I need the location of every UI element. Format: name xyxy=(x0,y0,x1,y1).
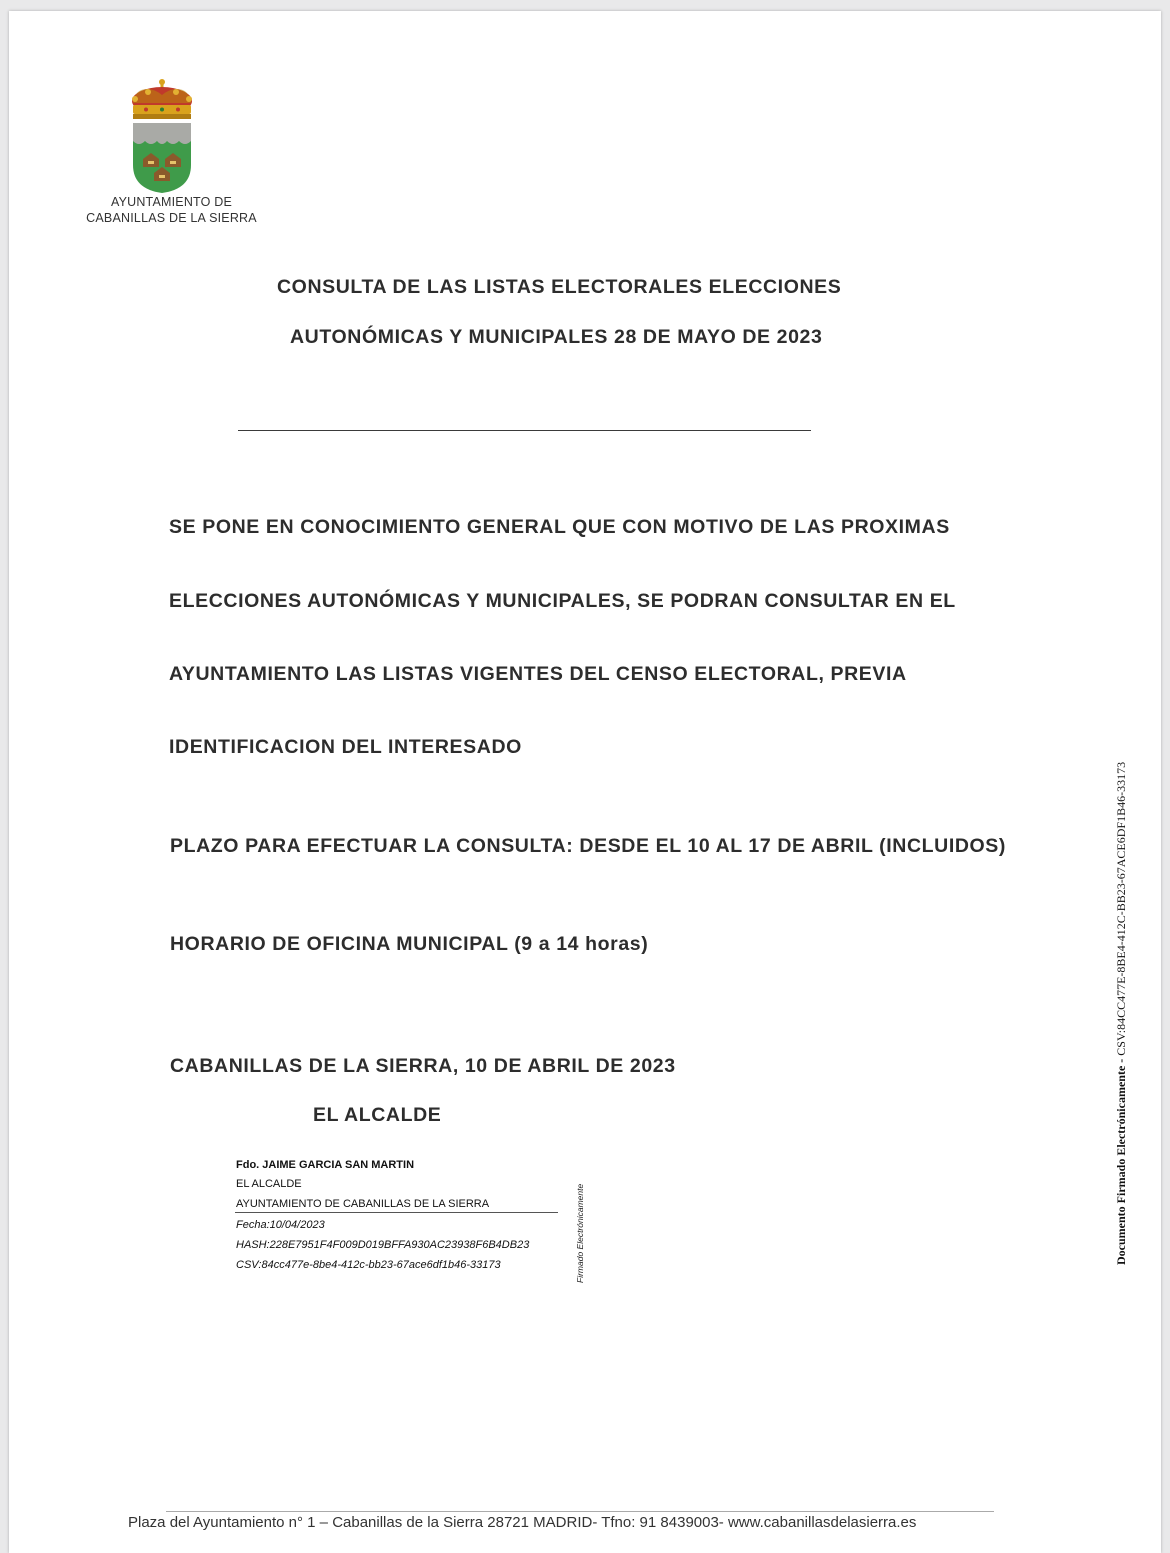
org-line-2: CABANILLAS DE LA SIERRA xyxy=(86,211,257,225)
signature-csv: CSV:84cc477e-8be4-412c-bb23-67ace6df1b46-33173 xyxy=(236,1259,501,1271)
organization-name xyxy=(69,194,274,226)
office-hours-text: HORARIO DE OFICINA MUNICIPAL (9 a 14 horas) xyxy=(170,933,649,955)
signature-hash: HASH:228E7951F4F009D019BFFA930AC23938F6B4DB23 xyxy=(236,1239,530,1251)
place-date-text: CABANILLAS DE LA SIERRA, 10 DE ABRIL DE 2023 xyxy=(170,1055,676,1077)
footer-divider xyxy=(166,1511,994,1512)
document-title-line-2: AUTONÓMICAS Y MUNICIPALES 28 DE MAYO DE 2023 xyxy=(290,326,823,348)
signature-org: AYUNTAMIENTO DE CABANILLAS DE LA SIERRA xyxy=(236,1198,490,1210)
verification-csv: CSV:84CC477E-8BE4-412C-BB23-67ACE6DF1B46-33173 xyxy=(1114,761,1128,1056)
footer-address: Plaza del Ayuntamiento n° 1 – Cabanillas de la Sierra 28721 MADRID- Tfno: 91 8439003- www.cabanillasdelasierra.es xyxy=(128,1514,917,1531)
verification-side-note xyxy=(1114,762,1129,1265)
org-line-1: AYUNTAMIENTO DE xyxy=(110,195,233,209)
signature-stamp-vertical: Firmado Electrónicamente xyxy=(575,1183,585,1283)
title-divider xyxy=(238,430,811,431)
signature-date: Fecha:10/04/2023 xyxy=(236,1219,325,1231)
document-page xyxy=(9,11,1161,1553)
notice-line-3: AYUNTAMIENTO LAS LISTAS VIGENTES DEL CENSO ELECTORAL, PREVIA xyxy=(169,663,907,685)
notice-line-2: ELECCIONES AUTONÓMICAS Y MUNICIPALES, SE PODRAN CONSULTAR EN EL xyxy=(169,590,956,612)
signature-role: EL ALCALDE xyxy=(236,1178,302,1190)
signature-name: Fdo. JAIME GARCIA SAN MARTIN xyxy=(236,1159,415,1171)
verification-label: Documento Firmado Electrónicamente - xyxy=(1114,1055,1128,1265)
crown-icon xyxy=(132,79,192,119)
coat-of-arms-logo xyxy=(121,77,203,195)
document-title-line-1: CONSULTA DE LAS LISTAS ELECTORALES ELECCIONES xyxy=(277,276,842,298)
shield-icon xyxy=(133,123,191,193)
signature-divider xyxy=(235,1212,558,1213)
deadline-text: PLAZO PARA EFECTUAR LA CONSULTA: DESDE EL 10 AL 17 DE ABRIL (INCLUIDOS) xyxy=(170,835,1007,857)
notice-line-4: IDENTIFICACION DEL INTERESADO xyxy=(169,736,522,758)
notice-line-1: SE PONE EN CONOCIMIENTO GENERAL QUE CON MOTIVO DE LAS PROXIMAS xyxy=(169,516,950,538)
signatory-role: EL ALCALDE xyxy=(313,1104,442,1126)
